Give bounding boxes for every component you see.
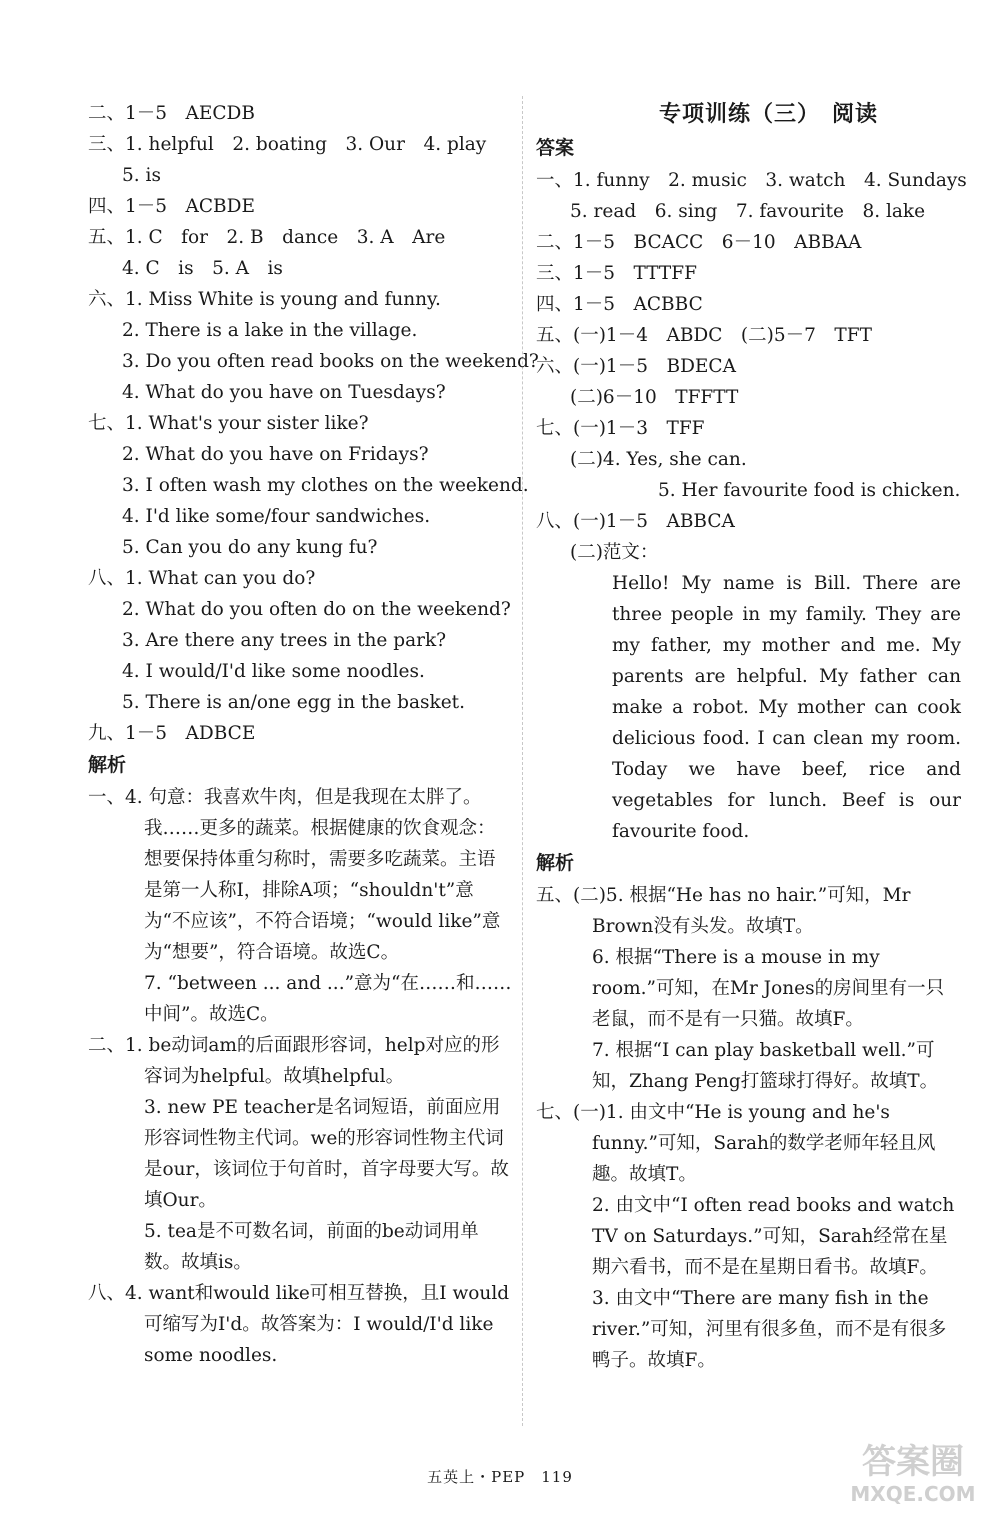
answer-line: 二、1－5 BCACC 6－10 ABBAA (536, 232, 862, 253)
answer-line: 4. I'd like some/four sandwiches. (122, 506, 431, 527)
answer-line: 五、1. C for 2. B dance 3. A Are (88, 227, 446, 248)
watermark-logo (838, 1429, 988, 1507)
answers-heading: 答案 (536, 137, 575, 159)
answer-line: 五、(一)1－4 ABDC (二)5－7 TFT (536, 325, 872, 346)
answer-line: 三、1－5 TTTFF (536, 263, 697, 284)
left-analysis-list (88, 782, 513, 1371)
answer-line: 5. read 6. sing 7. favourite 8. lake (570, 201, 926, 222)
model-essay: Hello! My name is Bill. There are three people in my family. They are my father, my mother and me. My parents are helpful. My father can make a robot. My mother can cook delicious food. I can clean my room. Today we have beef, rice and vegetables for lunch. Beef is our favourite food. (612, 573, 961, 842)
answer-line: (二)4. Yes, she can. (570, 449, 747, 470)
analysis-item: 3. 由文中“There are many fish in the river.”可知，河里有很多鱼，而不是有很多鸭子。故填F。 (592, 1288, 947, 1371)
right-analysis-heading: 解析 (536, 852, 575, 874)
answer-line: 4. C is 5. A is (122, 258, 283, 279)
analysis-item: 一、4. 句意：我喜欢牛肉，但是我现在太胖了。我……更多的蔬菜。根据健康的饮食观念：想要保持体重匀称时，需要多吃蔬菜。主语是第一人称I，排除A项；“shouldn't”意为“不应该”，不符合语境；“would like”意为“想要”，符合语境。故选C。 (88, 787, 501, 963)
section-title: 专项训练（三） 阅读 (658, 102, 878, 127)
answer-line: (二)范文： (570, 542, 659, 563)
answer-line: 5. There is an/one egg in the basket. (122, 692, 465, 713)
answer-line: 2. There is a lake in the village. (122, 320, 418, 341)
analysis-item: 3. new PE teacher是名词短语，前面应用形容词性物主代词。we的形容词性物主代词是our，该词位于句首时，首字母要大写。故填Our。 (144, 1097, 509, 1211)
answer-line: 2. What do you often do on the weekend? (122, 599, 511, 620)
answer-line: 5. is (122, 165, 161, 186)
answer-line: 四、1－5 ACBBC (536, 294, 703, 315)
watermark-text: 答案圈 (862, 1442, 964, 1482)
answer-line: 九、1－5 ADBCE (88, 723, 256, 744)
analysis-item: 七、(一)1. 由文中“He is young and he's funny.”可知，Sarah的数学老师年轻且风趣。故填T。 (536, 1102, 936, 1185)
answer-line: 八、(一)1－5 ABBCA (536, 511, 735, 532)
left-analysis-heading: 解析 (88, 754, 127, 776)
answer-line: 3. Are there any trees in the park? (122, 630, 447, 651)
right-answer-lines (536, 165, 967, 568)
right-analysis-list (536, 880, 961, 1376)
answer-line: 四、1－5 ACBDE (88, 196, 255, 217)
answer-line: 3. Do you often read books on the weekend? (122, 351, 539, 372)
answer-line: 三、1. helpful 2. boating 3. Our 4. play (88, 134, 487, 155)
page-footer: 五英上・PEP 119 (427, 1468, 573, 1486)
answer-line: 二、1－5 AECDB (88, 103, 255, 124)
analysis-item: 二、1. be动词am的后面跟形容词，help对应的形容词为helpful。故填helpful。 (88, 1035, 500, 1087)
analysis-item: 7. “between ... and ...”意为“在……和……中间”。故选C。 (144, 973, 512, 1025)
answer-line: 5. Can you do any kung fu? (122, 537, 378, 558)
answer-line: 六、1. Miss White is young and funny. (88, 289, 441, 310)
answer-line: 2. What do you have on Fridays? (122, 444, 429, 465)
analysis-item: 2. 由文中“I often read books and watch TV on Saturdays.”可知，Sarah经常在星期六看书，而不是在星期日看书。故填F。 (592, 1195, 955, 1278)
analysis-item: 八、4. want和would like可相互替换，且I would可缩写为I'd。故答案为：I would/I'd like some noodles. (88, 1283, 510, 1366)
column-divider (522, 96, 523, 1426)
answer-line: 5. Her favourite food is chicken. (658, 480, 961, 501)
analysis-item: 五、(二)5. 根据“He has no hair.”可知，Mr Brown没有头发。故填T。 (536, 885, 911, 937)
left-column (88, 98, 539, 1371)
analysis-item: 5. tea是不可数名词，前面的be动词用单数。故填is。 (144, 1221, 479, 1273)
answer-line: 八、1. What can you do? (88, 568, 316, 589)
right-column (536, 98, 967, 1376)
answer-line: 六、(一)1－5 BDECA (536, 356, 736, 377)
answer-line: (二)6－10 TFFTT (570, 387, 739, 408)
answer-line: 七、1. What's your sister like? (88, 413, 369, 434)
answer-line: 七、(一)1－3 TFF (536, 418, 705, 439)
watermark-url: MXQE.COM (850, 1482, 976, 1506)
answer-line: 一、1. funny 2. music 3. watch 4. Sundays (536, 170, 967, 191)
answer-line: 3. I often wash my clothes on the weekend. (122, 475, 529, 496)
analysis-item: 6. 根据“There is a mouse in my room.”可知，在Mr Jones的房间里有一只老鼠，而不是有一只猫。故填F。 (592, 947, 945, 1030)
left-answer-lines (88, 98, 539, 749)
answer-line: 4. I would/I'd like some noodles. (122, 661, 425, 682)
analysis-item: 7. 根据“I can play basketball well.”可知，Zhang Peng打篮球打得好。故填T。 (592, 1040, 939, 1092)
answer-line: 4. What do you have on Tuesdays? (122, 382, 446, 403)
